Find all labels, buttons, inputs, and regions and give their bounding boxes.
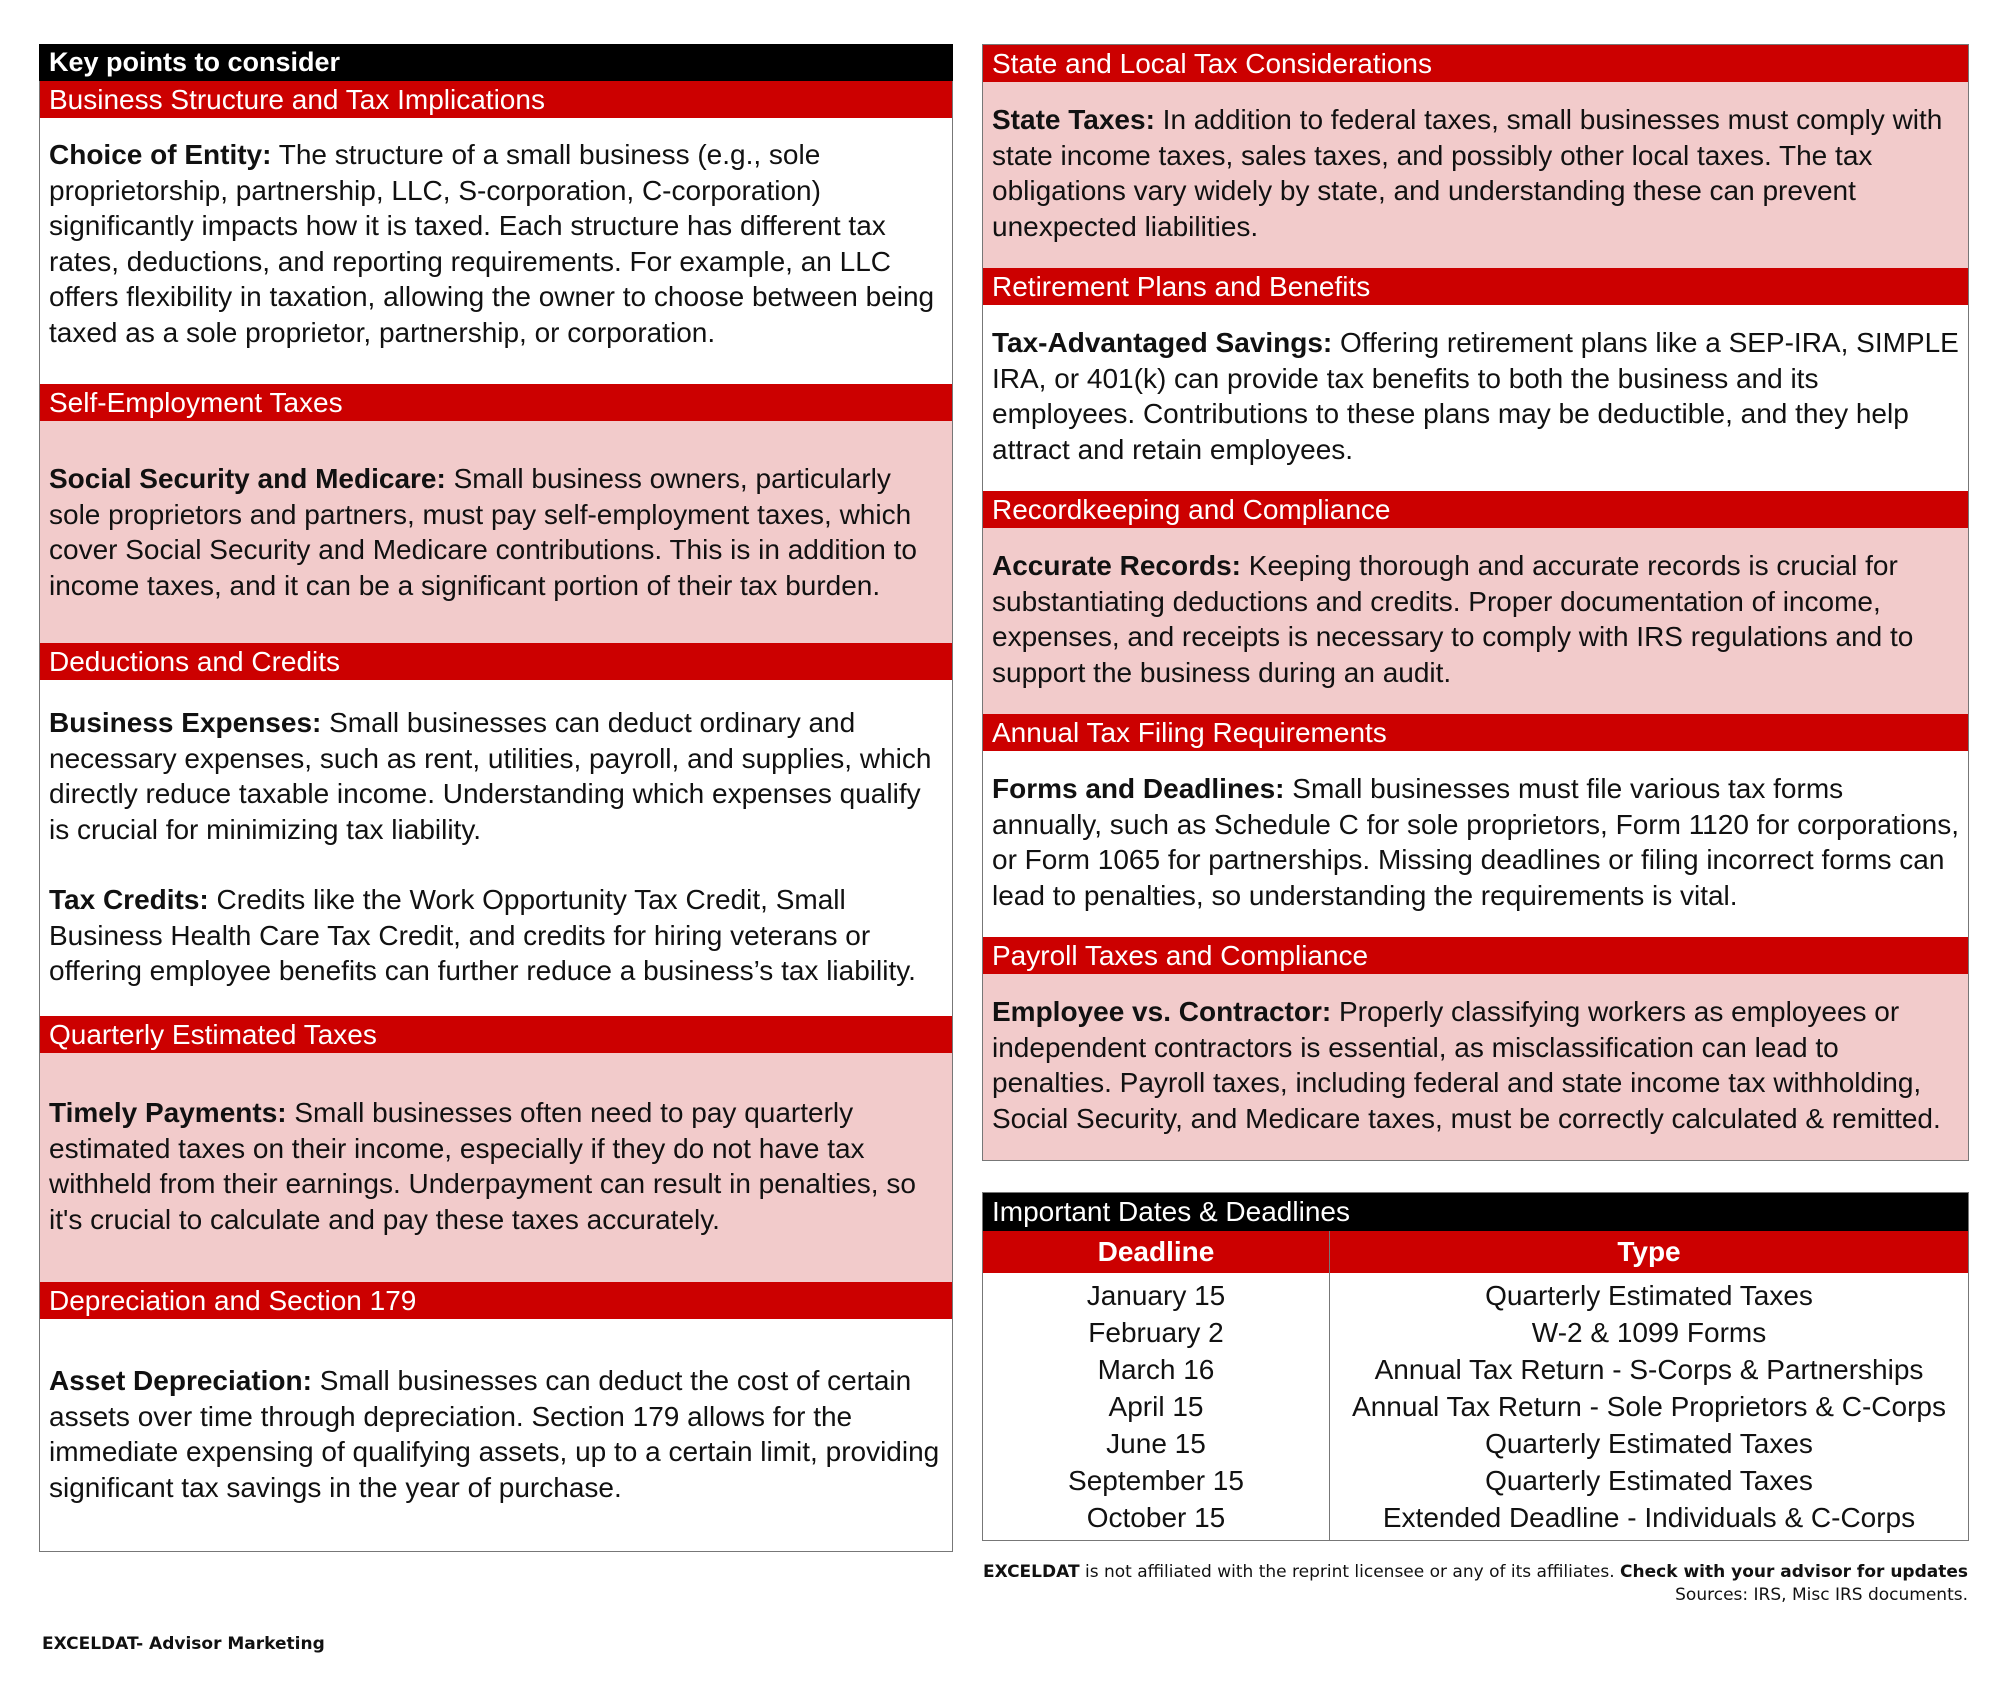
- table-row: [983, 1462, 1968, 1499]
- paragraph: [49, 137, 943, 350]
- section-header-quarterly-estimated: Quarterly Estimated Taxes: [40, 1016, 952, 1053]
- table-row: [983, 1351, 1968, 1388]
- table-row: [983, 1314, 1968, 1351]
- paragraph: [992, 994, 1959, 1136]
- section-body-self-employment: [40, 421, 952, 643]
- paragraph-term: Timely Payments:: [49, 1097, 287, 1128]
- section-body-quarterly-estimated: [40, 1053, 952, 1282]
- section-body-deductions: [40, 680, 952, 1016]
- type-cell: Annual Tax Return - Sole Proprietors & C-Corps: [1352, 1390, 1946, 1422]
- paragraph: [49, 1363, 943, 1505]
- paragraph-term: Choice of Entity:: [49, 139, 272, 170]
- paragraph-term: Asset Depreciation:: [49, 1365, 312, 1396]
- footer-brand: EXCELDAT- Advisor Marketing: [42, 1634, 325, 1654]
- paragraph-term: Tax Credits:: [49, 884, 209, 915]
- sources-line: Sources: IRS, Misc IRS documents.: [1675, 1585, 1968, 1605]
- table-header-row: [983, 1231, 1968, 1273]
- type-cell: Quarterly Estimated Taxes: [1485, 1279, 1813, 1311]
- column-header-type: Type: [1330, 1231, 1969, 1273]
- paragraph-term: Forms and Deadlines:: [992, 773, 1285, 804]
- type-cell: Quarterly Estimated Taxes: [1485, 1427, 1813, 1459]
- section-body-recordkeeping: [983, 528, 1968, 714]
- section-body-state-local: [983, 82, 1968, 268]
- paragraph-text: Credits like the Work Opportunity Tax Credit, Small Business Health Care Tax Credit, and credits for hiring veterans or offering employee benefits can further reduce a business’s tax liability.: [49, 884, 916, 986]
- paragraph: [992, 325, 1959, 467]
- key-points-title: Key points to consider: [39, 44, 953, 81]
- type-cell: W-2 & 1099 Forms: [1531, 1316, 1767, 1348]
- paragraph-text: Properly classifying workers as employees or independent contractors is essential, as misclassification can lead to penalties. Payroll taxes, including federal and state income tax withholding, Social Security, and Medicare taxes, must be correctly calculated & remitted.: [992, 996, 1941, 1134]
- paragraph: [992, 548, 1959, 690]
- section-header-depreciation: Depreciation and Section 179: [40, 1282, 952, 1319]
- paragraph-term: Employee vs. Contractor:: [992, 996, 1332, 1027]
- disclaimer: [983, 1561, 1968, 1607]
- paragraph-text: Small businesses can deduct ordinary and necessary expenses, such as rent, utilities, payroll, and supplies, which directly reduce taxable income. Understanding which expenses qualify is crucial for minimizing tax liability.: [49, 707, 932, 845]
- type-cell: Extended Deadline - Individuals & C-Corps: [1382, 1501, 1916, 1533]
- section-body-payroll: [983, 974, 1968, 1160]
- table-row: [983, 1273, 1968, 1314]
- section-body-retirement: [983, 305, 1968, 491]
- deadlines-table-title: Important Dates & Deadlines: [983, 1193, 1968, 1231]
- paragraph: [49, 705, 943, 847]
- section-header-business-structure: Business Structure and Tax Implications: [40, 81, 952, 118]
- paragraph-text: Small businesses can deduct the cost of certain assets over time through depreciation. Section 179 allows for the immediate expensing of qualifying assets, up to a certain limit, providing significant tax savings in the year of purchase.: [49, 1365, 940, 1503]
- table-row: [983, 1388, 1968, 1425]
- section-header-annual-filing: Annual Tax Filing Requirements: [983, 714, 1968, 751]
- section-header-recordkeeping: Recordkeeping and Compliance: [983, 491, 1968, 528]
- deadlines-table: [982, 1192, 1969, 1541]
- paragraph-term: State Taxes:: [992, 104, 1155, 135]
- paragraph-text: Offering retirement plans like a SEP-IRA, SIMPLE IRA, or 401(k) can provide tax benefits to both the business and its employees. Contributions to these plans may be deductible, and they help attract and retain employees.: [992, 327, 1959, 465]
- section-header-self-employment: Self-Employment Taxes: [40, 384, 952, 421]
- paragraph-term: Accurate Records:: [992, 550, 1241, 581]
- paragraph-text: In addition to federal taxes, small businesses must comply with state income taxes, sales taxes, and possibly other local taxes. The tax obligations vary widely by state, and understanding these can prevent unexpected liabilities.: [992, 104, 1943, 242]
- disclaimer-line: [983, 1561, 1968, 1584]
- paragraph-text: Keeping thorough and accurate records is crucial for substantiating deductions and credits. Proper documentation of income, expenses, and receipts is necessary to comply with IRS regulations and to support the business during an audit.: [992, 550, 1914, 688]
- deadline-cell: January 15: [983, 1273, 1330, 1314]
- left-sections: [39, 81, 953, 1552]
- type-cell: Annual Tax Return - S-Corps & Partnerships: [1374, 1353, 1924, 1385]
- paragraph: [992, 771, 1959, 913]
- table-row: [983, 1425, 1968, 1462]
- paragraph-text: Small businesses must file various tax forms annually, such as Schedule C for sole proprietors, Form 1120 for corporations, or Form 1065 for partnerships. Missing deadlines or filing incorrect forms can lead to penalties, so understanding the requirements is vital.: [992, 773, 1959, 911]
- right-column: [982, 44, 1969, 1161]
- deadline-cell: April 15: [983, 1388, 1330, 1425]
- left-column: [39, 44, 953, 1552]
- paragraph-text: Small business owners, particularly sole proprietors and partners, must pay self-employment taxes, which cover Social Security and Medicare contributions. This is in addition to income taxes, and it can be a significant portion of their tax burden.: [49, 463, 917, 601]
- disclaimer-text: is not affiliated with the reprint licensee or any of its affiliates.: [1079, 1562, 1621, 1582]
- deadline-cell: June 15: [983, 1425, 1330, 1462]
- paragraph: [49, 1095, 943, 1237]
- deadline-cell: March 16: [983, 1351, 1330, 1388]
- table-row: [983, 1499, 1968, 1540]
- right-sections: [982, 44, 1969, 1161]
- section-header-state-local: State and Local Tax Considerations: [983, 45, 1968, 82]
- type-cell: Quarterly Estimated Taxes: [1485, 1464, 1813, 1496]
- section-body-annual-filing: [983, 751, 1968, 937]
- paragraph-text: The structure of a small business (e.g., sole proprietorship, partnership, LLC, S-corporation, C-corporation) significantly impacts how it is taxed. Each structure has different tax rates, deductions, and reporting requirements. For example, an LLC offers flexibility in taxation, allowing the owner to choose between being taxed as a sole proprietor, partnership, or corporation.: [49, 139, 935, 348]
- paragraph: [49, 882, 943, 989]
- paragraph-term: Social Security and Medicare:: [49, 463, 446, 494]
- section-header-deductions: Deductions and Credits: [40, 643, 952, 680]
- disclaimer-brand: EXCELDAT: [982, 1562, 1080, 1582]
- section-body-depreciation: [40, 1319, 952, 1551]
- section-header-payroll: Payroll Taxes and Compliance: [983, 937, 1968, 974]
- deadline-cell: September 15: [983, 1462, 1330, 1499]
- paragraph-text: Small businesses often need to pay quarterly estimated taxes on their income, especially if they do not have tax withheld from their earnings. Underpayment can result in penalties, so it's crucial to calculate and pay these taxes accurately.: [49, 1097, 916, 1235]
- deadline-cell: October 15: [983, 1499, 1330, 1540]
- paragraph-term: Tax-Advantaged Savings:: [992, 327, 1333, 358]
- paragraph: [992, 102, 1959, 244]
- section-body-business-structure: [40, 118, 952, 384]
- column-header-deadline: Deadline: [983, 1231, 1330, 1273]
- section-header-retirement: Retirement Plans and Benefits: [983, 268, 1968, 305]
- paragraph: [49, 461, 943, 603]
- deadline-cell: February 2: [983, 1314, 1330, 1351]
- disclaimer-emphasis: Check with your advisor for updates: [1620, 1562, 1968, 1582]
- deadlines-grid: [983, 1231, 1968, 1540]
- paragraph-term: Business Expenses:: [49, 707, 322, 738]
